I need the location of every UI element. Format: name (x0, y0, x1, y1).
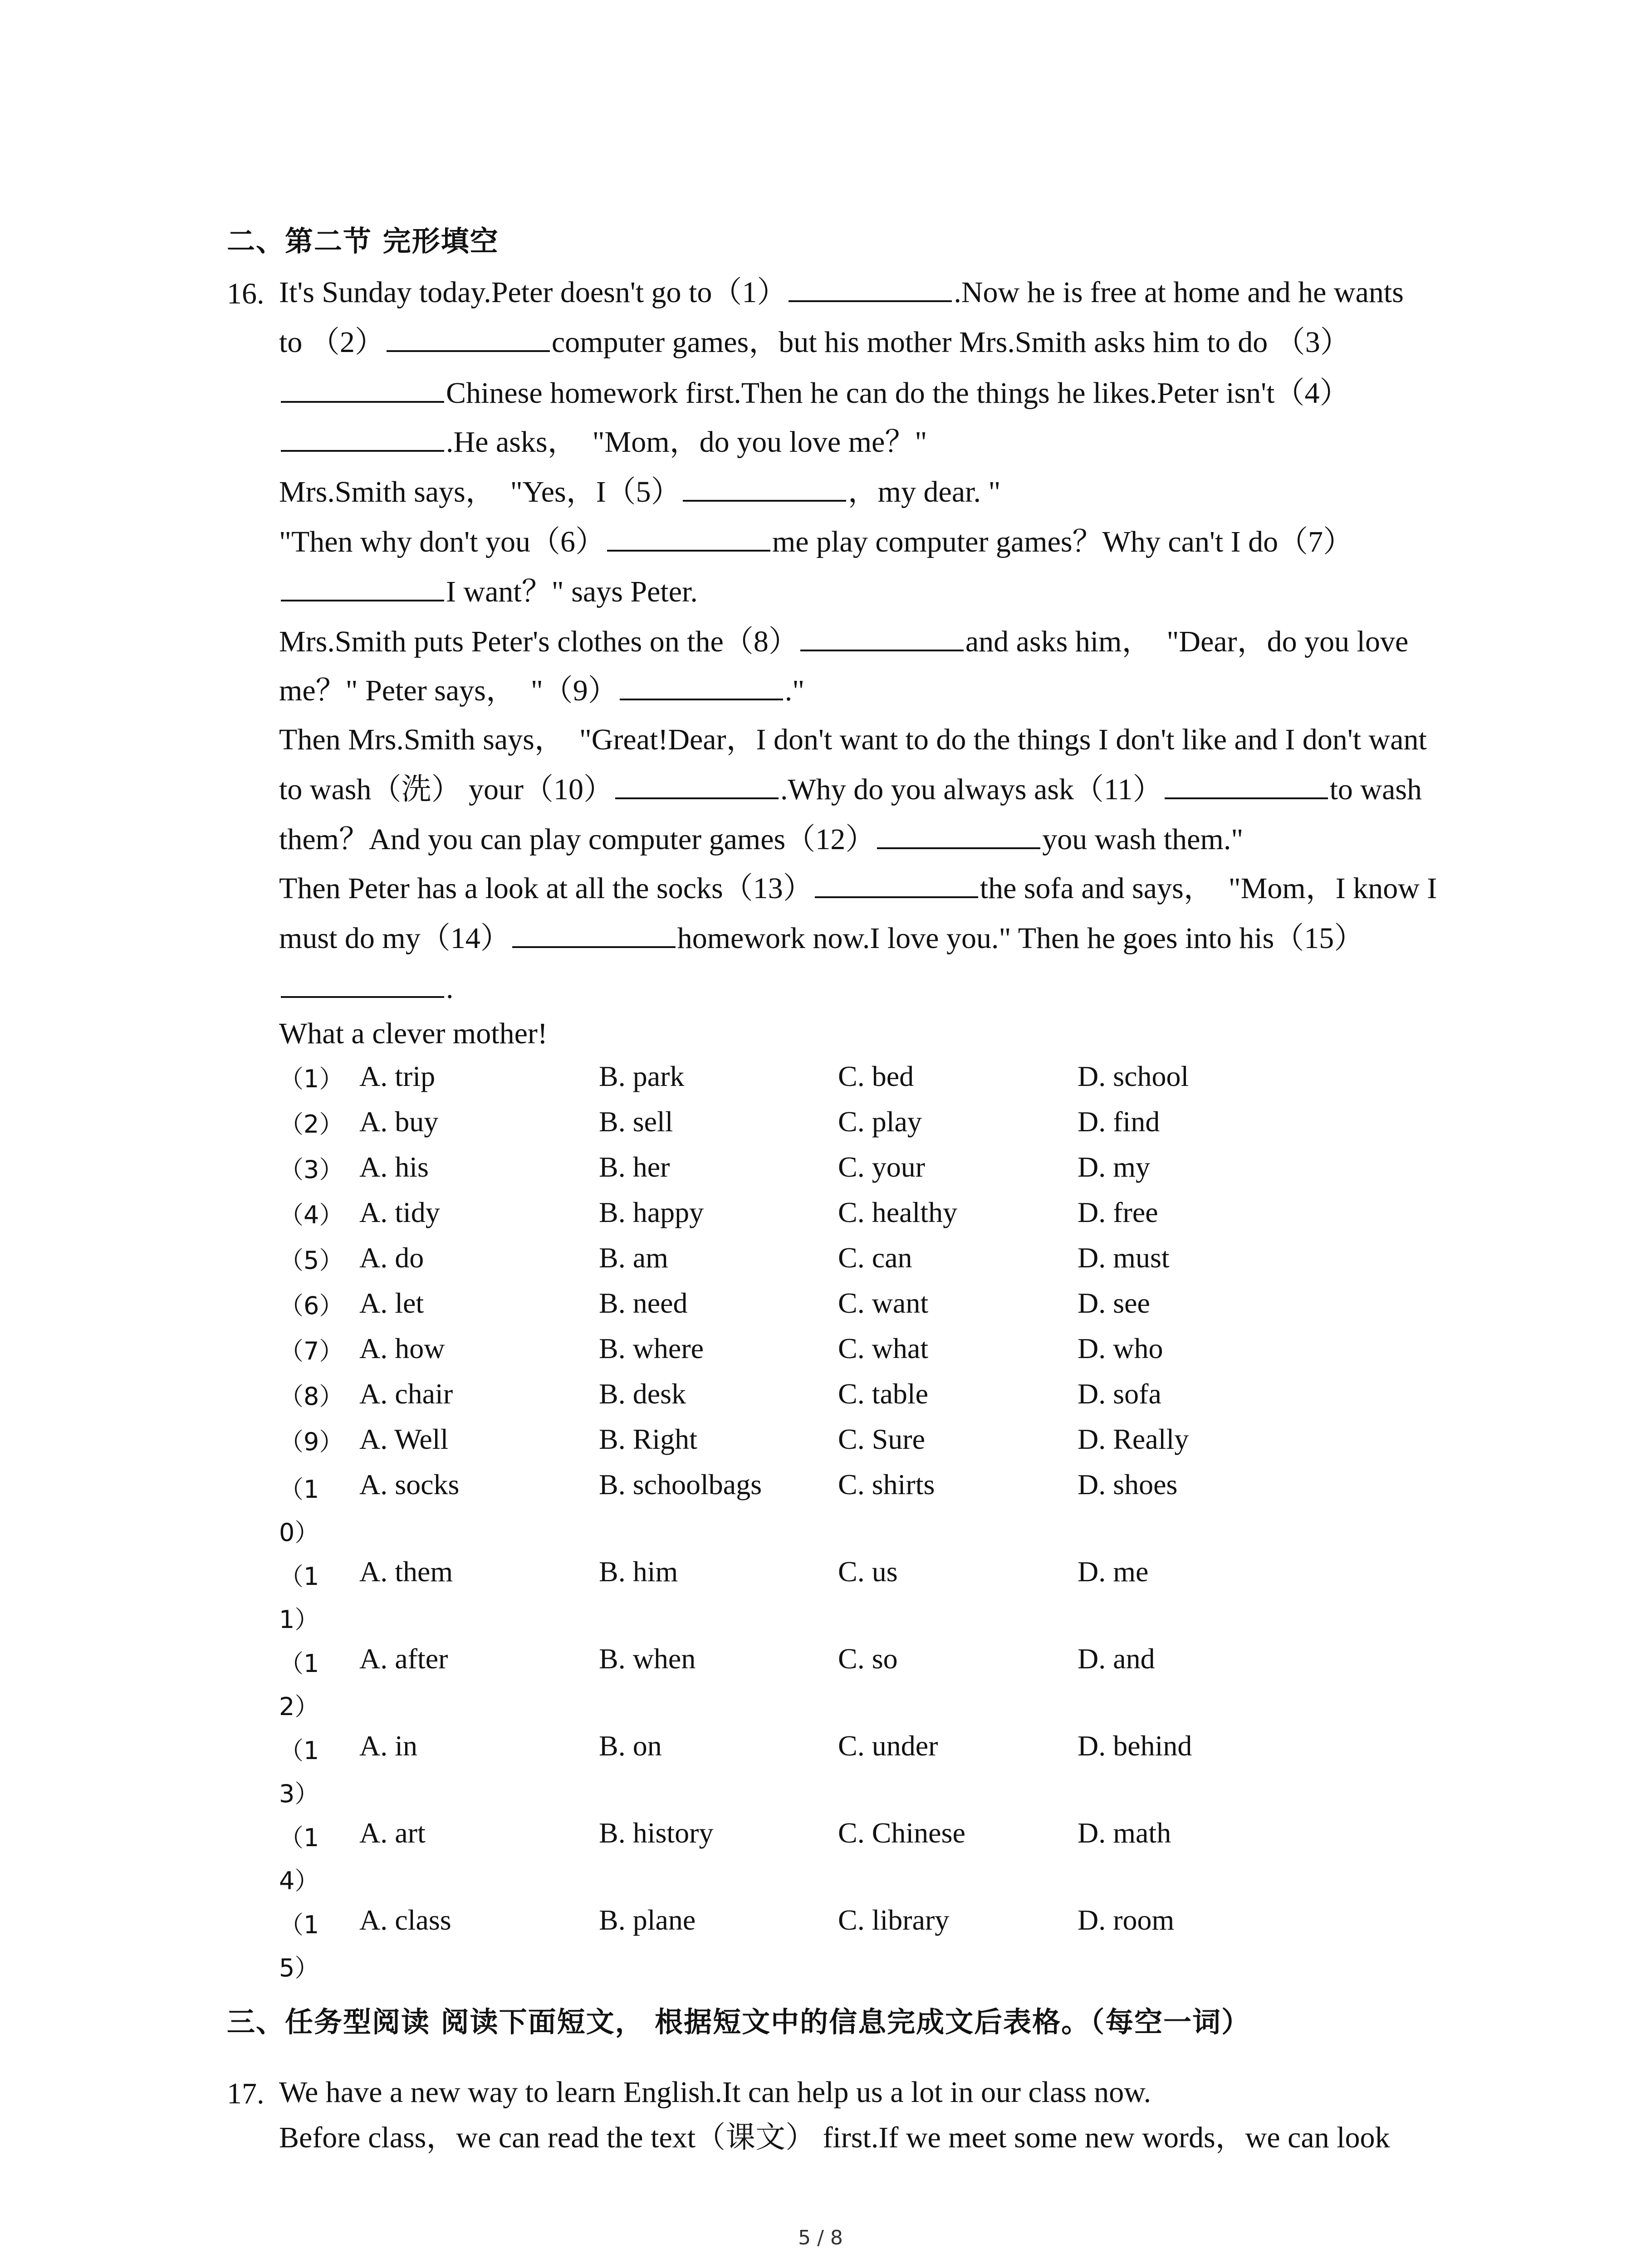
option-choice-c[interactable]: C. under (838, 1730, 938, 1762)
option-row (279, 1422, 1368, 1463)
option-row (279, 1196, 1368, 1237)
option-number: （8） (279, 1382, 344, 1411)
option-row (279, 1332, 1368, 1373)
option-choice-d[interactable]: D. math (1078, 1817, 1171, 1849)
passage-text: to （2） (279, 326, 385, 359)
option-row (279, 1105, 1368, 1146)
option-number: （4） (279, 1201, 344, 1229)
option-number: （5） (279, 1246, 344, 1275)
option-number: （13） (279, 1736, 319, 1808)
option-choice-a[interactable]: A. them (359, 1555, 453, 1588)
option-choice-a[interactable]: A. let (359, 1287, 424, 1319)
answer-blank[interactable] (877, 819, 1040, 849)
option-row (279, 1903, 1368, 1982)
passage-text: What a clever mother! (279, 1017, 548, 1050)
option-row (279, 1060, 1368, 1100)
answer-blank[interactable] (281, 422, 444, 452)
passage-text: ，my dear. " (847, 475, 1001, 508)
option-choice-b[interactable]: B. happy (599, 1196, 704, 1228)
passage-text: .He asks， "Mom，do you love me？" (446, 425, 927, 459)
option-choice-d[interactable]: D. sofa (1078, 1378, 1161, 1410)
passage-text: to wash（洗） your（10） (279, 773, 613, 806)
passage-line (279, 868, 1459, 909)
option-choice-d[interactable]: D. Really (1078, 1423, 1189, 1455)
passage-text: Chinese homework first.Then he can do the things he likes.Peter isn't（4） (446, 376, 1350, 410)
option-choice-c[interactable]: C. library (838, 1904, 950, 1936)
answer-blank[interactable] (281, 373, 444, 403)
option-choice-d[interactable]: D. free (1078, 1196, 1158, 1228)
option-choice-d[interactable]: D. and (1078, 1642, 1155, 1675)
option-choice-c[interactable]: C. play (838, 1105, 922, 1138)
answer-blank[interactable] (281, 572, 444, 601)
option-row (279, 1555, 1368, 1634)
passage-line (279, 1013, 1459, 1054)
passage-text: ." (784, 674, 805, 707)
option-choice-a[interactable]: A. do (359, 1242, 424, 1274)
answer-blank[interactable] (789, 272, 952, 302)
option-number: （2） (279, 1110, 344, 1139)
passage-line (279, 422, 1459, 463)
option-number: （9） (279, 1427, 344, 1456)
option-choice-a[interactable]: A. chair (359, 1378, 453, 1410)
passage-text: me？" Peter says， "（9） (279, 674, 618, 707)
option-choice-b[interactable]: B. her (599, 1151, 670, 1183)
answer-blank[interactable] (620, 670, 783, 700)
passage-text: must do my（14） (279, 922, 510, 955)
option-choice-c[interactable]: C. table (838, 1378, 929, 1410)
option-number: （10） (279, 1475, 319, 1547)
answer-blank[interactable] (387, 322, 550, 352)
reading-line: We have a new way to learn English.It can help us a lot in our class now. (279, 2076, 1151, 2109)
option-choice-b[interactable]: B. am (599, 1242, 668, 1274)
option-choice-d[interactable]: D. find (1078, 1105, 1160, 1138)
option-choice-d[interactable]: D. who (1078, 1332, 1163, 1364)
passage-line (279, 373, 1459, 414)
passage-line (279, 968, 1459, 1009)
page-number: 5 / 8 (798, 2226, 843, 2249)
passage-line (279, 572, 1459, 612)
passage-text: .Now he is free at home and he wants (954, 276, 1404, 309)
option-number: （3） (279, 1155, 344, 1184)
option-choice-a[interactable]: A. socks (359, 1468, 460, 1501)
passage-text: . (446, 972, 454, 1005)
answer-blank[interactable] (815, 868, 978, 898)
option-number: （12） (279, 1649, 319, 1721)
passage-line (279, 819, 1459, 860)
option-choice-b[interactable]: B. schoolbags (599, 1468, 762, 1501)
option-choice-b[interactable]: B. when (599, 1642, 696, 1675)
option-choice-c[interactable]: C. your (838, 1151, 925, 1183)
option-choice-b[interactable]: B. park (599, 1060, 685, 1092)
option-choice-c[interactable]: C. healthy (838, 1196, 958, 1228)
option-choice-a[interactable]: A. in (359, 1730, 417, 1762)
option-choice-b[interactable]: B. on (599, 1730, 662, 1762)
option-choice-a[interactable]: A. his (359, 1151, 429, 1183)
option-row (279, 1468, 1368, 1547)
option-choice-b[interactable]: B. him (599, 1555, 678, 1588)
option-choice-c[interactable]: C. shirts (838, 1468, 935, 1501)
passage-text: Then Peter has a look at all the socks（13） (279, 872, 813, 905)
section-heading-task-reading: 三、任务型阅读 阅读下面短文， 根据短文中的信息完成文后表格。（每空一词） (227, 2005, 1251, 2038)
passage-line (279, 769, 1459, 810)
passage-text: I want？" says Peter. (446, 575, 698, 608)
option-number: （11） (279, 1562, 319, 1634)
option-number: （6） (279, 1291, 344, 1320)
option-choice-b[interactable]: B. plane (599, 1904, 696, 1936)
option-choice-c[interactable]: C. what (838, 1332, 929, 1364)
option-number: （7） (279, 1337, 344, 1365)
answer-blank[interactable] (512, 918, 676, 948)
answer-blank[interactable] (615, 769, 779, 799)
option-choice-a[interactable]: A. how (359, 1332, 445, 1364)
option-row (279, 1816, 1368, 1895)
option-choice-a[interactable]: A. buy (359, 1105, 439, 1138)
passage-line (279, 322, 1459, 363)
option-choice-d[interactable]: D. behind (1078, 1730, 1192, 1762)
option-choice-b[interactable]: B. sell (599, 1105, 673, 1138)
passage-text: It's Sunday today.Peter doesn't go to（1） (279, 276, 787, 309)
passage-line (279, 272, 1459, 313)
passage-line (279, 522, 1459, 562)
option-choice-a[interactable]: A. art (359, 1817, 426, 1849)
option-choice-a[interactable]: A. class (359, 1904, 451, 1936)
question-number-17: 17. (227, 2077, 265, 2110)
option-choice-a[interactable]: A. tidy (359, 1196, 440, 1228)
option-row (279, 1377, 1368, 1418)
option-choice-c[interactable]: C. bed (838, 1060, 914, 1092)
option-choice-d[interactable]: D. school (1078, 1060, 1189, 1092)
passage-text: and asks him， "Dear，do you love (965, 625, 1409, 658)
option-choice-b[interactable]: B. Right (599, 1423, 697, 1455)
option-choice-c[interactable]: C. want (838, 1287, 929, 1319)
answer-blank[interactable] (281, 968, 444, 998)
passage-text: "Then why don't you（6） (279, 525, 605, 558)
question-number-16: 16. (227, 277, 265, 310)
passage-text: Mrs.Smith says， "Yes，I（5） (279, 475, 681, 508)
option-choice-c[interactable]: C. can (838, 1242, 912, 1274)
option-choice-a[interactable]: A. after (359, 1642, 448, 1675)
passage-line (279, 472, 1459, 513)
answer-blank[interactable] (683, 472, 846, 502)
option-choice-b[interactable]: B. history (599, 1817, 714, 1849)
passage-line (279, 918, 1459, 959)
option-row (279, 1729, 1368, 1808)
option-choice-d[interactable]: D. see (1078, 1287, 1150, 1319)
option-choice-c[interactable]: C. so (838, 1642, 898, 1675)
passage-text: .Why do you always ask（11） (780, 773, 1163, 806)
passage-line (279, 621, 1459, 662)
option-row (279, 1241, 1368, 1282)
option-choice-a[interactable]: A. trip (359, 1060, 436, 1092)
option-choice-d[interactable]: D. my (1078, 1151, 1150, 1183)
passage-line (279, 719, 1459, 760)
option-choice-c[interactable]: C. Sure (838, 1423, 925, 1455)
passage-text: me play computer games？Why can't I do（7） (772, 525, 1353, 558)
option-choice-a[interactable]: A. Well (359, 1423, 449, 1455)
passage-text: Then Mrs.Smith says， "Great!Dear，I don't want to do the things I don't like and I don't want (279, 723, 1427, 756)
passage-text: to wash (1329, 773, 1422, 806)
answer-blank[interactable] (607, 522, 770, 552)
option-choice-c[interactable]: C. Chinese (838, 1817, 965, 1849)
passage-text: the sofa and says， "Mom，I know I (980, 872, 1437, 905)
option-row (279, 1150, 1368, 1191)
option-choice-d[interactable]: D. me (1078, 1555, 1149, 1588)
option-choice-b[interactable]: B. need (599, 1287, 688, 1319)
answer-blank[interactable] (800, 621, 964, 651)
option-number: （14） (279, 1823, 319, 1895)
option-choice-b[interactable]: B. desk (599, 1378, 686, 1410)
option-choice-d[interactable]: D. room (1078, 1904, 1175, 1936)
section-heading-cloze: 二、第二节 完形填空 (227, 225, 499, 258)
passage-text: homework now.I love you." Then he goes into his（15） (677, 922, 1364, 955)
option-number: （1） (279, 1065, 344, 1093)
reading-line: Before class，we can read the text（课文） first.If we meet some new words，we can look (279, 2121, 1390, 2154)
option-choice-b[interactable]: B. where (599, 1332, 704, 1364)
passage-text: computer games，but his mother Mrs.Smith asks him to do （3） (551, 326, 1350, 359)
passage-text: you wash them." (1042, 823, 1244, 856)
option-number: （15） (279, 1911, 319, 1982)
passage-line (279, 670, 1459, 711)
option-choice-d[interactable]: D. shoes (1078, 1468, 1178, 1501)
option-choice-c[interactable]: C. us (838, 1555, 898, 1588)
passage-text: them？And you can play computer games（12） (279, 823, 876, 856)
option-row (279, 1286, 1368, 1327)
option-choice-d[interactable]: D. must (1078, 1242, 1170, 1274)
option-row (279, 1642, 1368, 1721)
passage-text: Mrs.Smith puts Peter's clothes on the（8） (279, 625, 798, 658)
answer-blank[interactable] (1165, 769, 1328, 799)
